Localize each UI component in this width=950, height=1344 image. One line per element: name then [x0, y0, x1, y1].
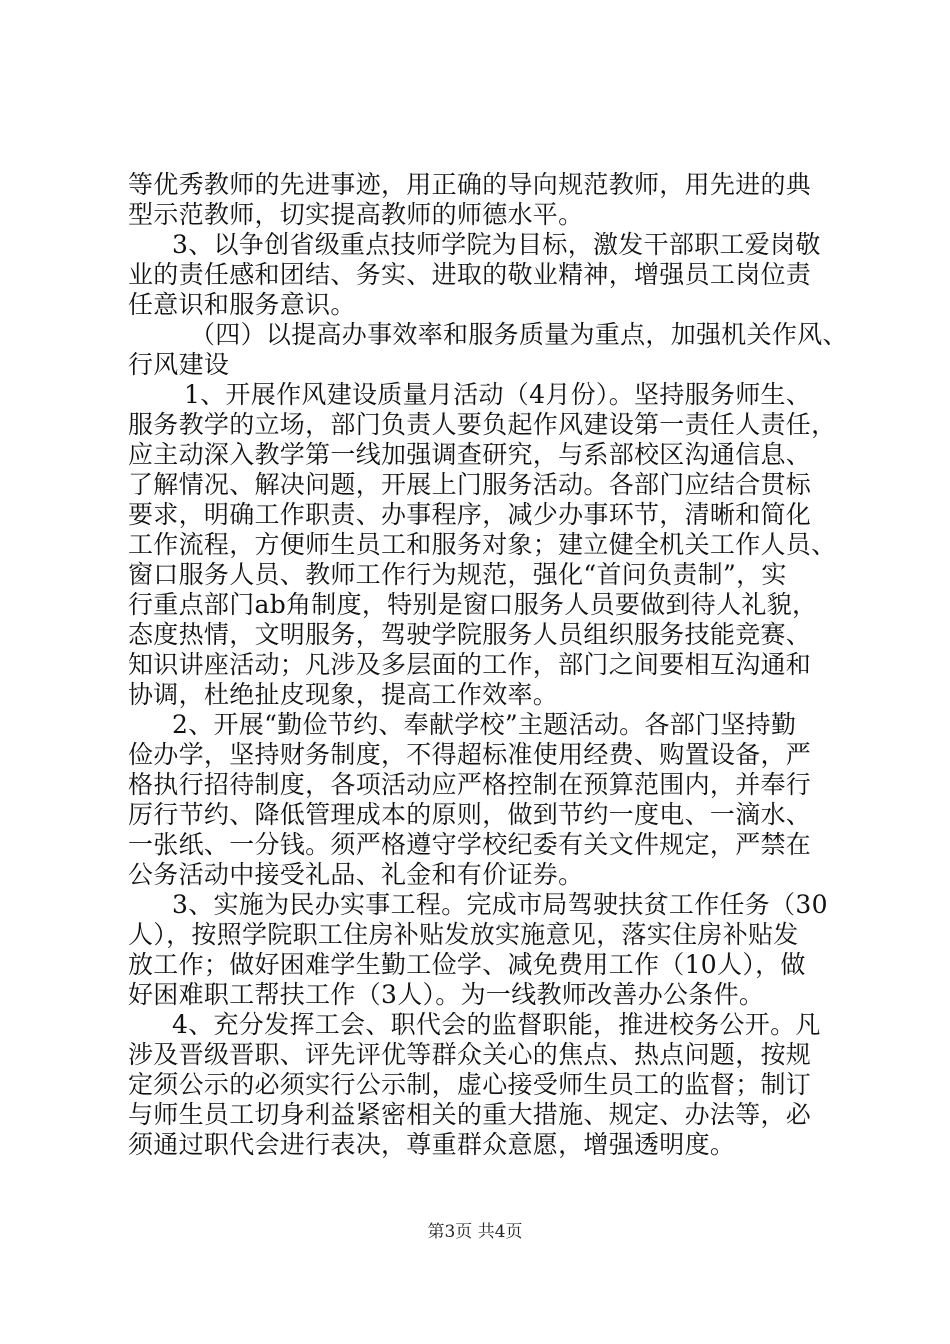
paragraph-line: 窗口服务人员、教师工作行为规范，强化“首问负责制”，实 — [128, 560, 787, 589]
paragraph-line: 公务活动中接受礼品、礼金和有价证券。 — [128, 860, 584, 889]
paragraph-line: 一张纸、一分钱。须严格遵守学校纪委有关文件规定，严禁在 — [128, 830, 812, 859]
paragraph-line: 等优秀教师的先进事迹，用正确的导向规范教师，用先进的典 — [128, 170, 812, 199]
paragraph-line: 服务教学的立场，部门负责人要负起作风建设第一责任人责任， — [128, 410, 837, 439]
paragraph-line: 型示范教师，切实提高教师的师德水平。 — [128, 200, 584, 229]
paragraph-line: 业的责任感和团结、务实、进取的敬业精神，增强员工岗位责 — [128, 260, 812, 289]
paragraph-line: 行风建设 — [128, 350, 230, 379]
paragraph-line: 4、充分发挥工会、职代会的监督职能，推进校务公开。凡 — [172, 1010, 821, 1039]
paragraph-line: 俭办学，坚持财务制度，不得超标准使用经费、购置设备，严 — [128, 740, 812, 769]
paragraph-line: 厉行节约、降低管理成本的原则，做到节约一度电、一滴水、 — [128, 800, 812, 829]
paragraph-line: 3、实施为民办实事工程。完成市局驾驶扶贫工作任务（30 — [172, 890, 828, 919]
paragraph-line: 态度热情，文明服务，驾驶学院服务人员组织服务技能竞赛、 — [128, 620, 812, 649]
paragraph-line: 须通过职代会进行表决，尊重群众意愿，增强透明度。 — [128, 1130, 736, 1159]
paragraph-line: 人），按照学院职工住房补贴发放实施意见，落实住房补贴发 — [128, 920, 799, 949]
paragraph-line: （四）以提高办事效率和服务质量为重点，加强机关作风、 — [190, 320, 848, 349]
paragraph-line: 知识讲座活动；凡涉及多层面的工作，部门之间要相互沟通和 — [128, 650, 812, 679]
paragraph-line: 与师生员工切身利益紧密相关的重大措施、规定、办法等，必 — [128, 1100, 812, 1129]
paragraph-line: 放工作；做好困难学生勤工俭学、减免费用工作（10人），做 — [128, 950, 806, 979]
page-footer: 第3页 共4页 — [427, 1222, 523, 1242]
paragraph-line: 要求，明确工作职责、办事程序，减少办事环节，清晰和简化 — [128, 500, 812, 529]
paragraph-line: 协调，杜绝扯皮现象，提高工作效率。 — [128, 680, 559, 709]
paragraph-line: 定须公示的必须实行公示制，虚心接受师生员工的监督；制订 — [128, 1070, 812, 1099]
paragraph-line: 3、以争创省级重点技师学院为目标，激发干部职工爱岗敬 — [172, 230, 821, 259]
paragraph-line: 1、开展作风建设质量月活动（4月份）。坚持服务师生、 — [184, 380, 812, 409]
paragraph-line: 行重点部门ab角制度，特别是窗口服务人员要做到待人礼貌， — [128, 590, 818, 619]
paragraph-line: 了解情况、解决问题，开展上门服务活动。各部门应结合贯标 — [128, 470, 812, 499]
paragraph-line: 2、开展“勤俭节约、奉献学校”主题活动。各部门坚持勤 — [172, 710, 797, 739]
paragraph-line: 任意识和服务意识。 — [128, 290, 356, 319]
paragraph-line: 应主动深入教学第一线加强调查研究，与系部校区沟通信息、 — [128, 440, 812, 469]
paragraph-line: 涉及晋级晋职、评先评优等群众关心的焦点、热点问题，按规 — [128, 1040, 812, 1069]
paragraph-line: 格执行招待制度，各项活动应严格控制在预算范围内，并奉行 — [128, 770, 812, 799]
paragraph-line: 好困难职工帮扶工作（3人）。为一线教师改善办公条件。 — [128, 980, 765, 1009]
paragraph-line: 工作流程，方便师生员工和服务对象；建立健全机关工作人员、 — [128, 530, 837, 559]
